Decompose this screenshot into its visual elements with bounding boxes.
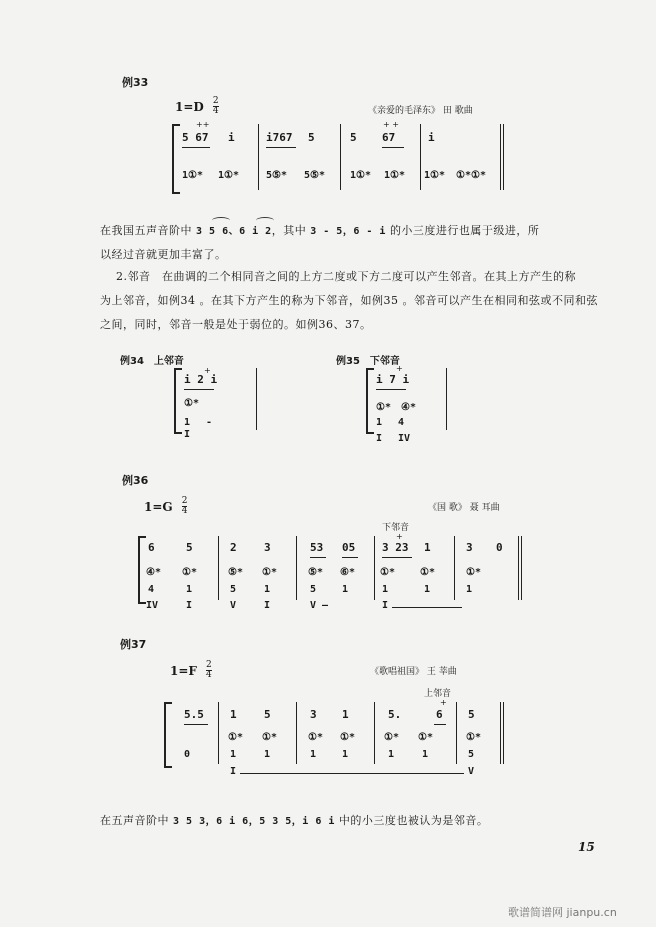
- key-signature: 1=F: [170, 664, 197, 678]
- roman-numeral: V: [230, 600, 237, 611]
- paragraph-2-line-3: 之间，同时，邻音一般是处于弱位的。如例36、37。: [100, 318, 372, 331]
- roman-numeral: V —: [310, 600, 329, 611]
- page-number: 15: [578, 840, 595, 854]
- note: 1: [230, 708, 237, 721]
- time-signature: $\frac{2}{4}$: [206, 660, 212, 680]
- note-group: 67: [382, 131, 396, 144]
- roman-numeral: I: [184, 429, 191, 440]
- bass: 1: [422, 749, 429, 760]
- watermark: 歌谱简谱网 jianpu.cn: [508, 906, 617, 919]
- bass: 1: [388, 749, 395, 760]
- note: 5.: [388, 708, 402, 721]
- note: 5: [308, 131, 315, 144]
- chord: 1①*: [424, 170, 446, 181]
- time-signature: $\frac{2}{4}$: [181, 496, 188, 516]
- note: 3: [310, 708, 317, 721]
- chord: 1①*: [182, 170, 204, 181]
- paragraph-1-line-2: 以经过音就更加丰富了。: [100, 248, 227, 261]
- note-group: 05: [342, 541, 356, 554]
- chord: ①*: [340, 732, 355, 743]
- note: 5: [468, 708, 475, 721]
- roman-numeral: I: [186, 600, 193, 611]
- example-33-label: 例33: [122, 76, 149, 89]
- chord: ①*: [308, 732, 323, 743]
- upper-neighbor-mark: 上邻音: [424, 689, 452, 699]
- example-37-key: [170, 660, 212, 680]
- chord: ④*: [146, 567, 161, 578]
- bass: 5: [310, 584, 317, 595]
- time-signature: $\frac{2}{4}$: [212, 96, 219, 116]
- bass: 1: [310, 749, 317, 760]
- note: 5: [350, 131, 357, 144]
- note-group: i 7 i: [376, 373, 410, 386]
- roman-numeral: I: [264, 600, 271, 611]
- note: 3: [466, 541, 473, 554]
- note: 1: [424, 541, 431, 554]
- example-36-key: [144, 496, 187, 516]
- chord: ①*: [262, 567, 277, 578]
- note: 3: [264, 541, 271, 554]
- chord: ①*: [262, 732, 277, 743]
- note: i: [428, 131, 435, 144]
- chord: 5⑤*: [266, 170, 288, 181]
- note: 5: [264, 708, 271, 721]
- bass: 1: [342, 749, 349, 760]
- example-37-source: 《歌唱祖国》 王 莘曲: [370, 667, 457, 677]
- bass: 1: [466, 584, 473, 595]
- chord: ⑥*: [340, 567, 355, 578]
- bass: 5: [468, 749, 475, 760]
- bass: 1: [230, 749, 237, 760]
- roman-numeral: V: [468, 766, 475, 777]
- note-group: 5.5: [184, 708, 204, 721]
- example-36-source: 《国 歌》 聂 耳曲: [428, 503, 500, 513]
- chord: ①*: [384, 732, 399, 743]
- bass: 0: [184, 749, 191, 760]
- bass: 1: [424, 584, 431, 595]
- note-group: 3 23: [382, 541, 409, 554]
- roman-numeral: I: [382, 600, 389, 611]
- chord: ①*: [466, 732, 481, 743]
- note: 0: [496, 541, 503, 554]
- example-33-key: [175, 96, 219, 116]
- chord: ①* ④*: [376, 402, 416, 413]
- note-group: 53: [310, 541, 324, 554]
- bass: 1: [186, 584, 193, 595]
- roman-numeral: I: [230, 766, 237, 777]
- chord: ①*: [184, 398, 199, 409]
- chord: ①*: [418, 732, 433, 743]
- paragraph-3: 在五声音阶中 3 5 3，6 i 6，5 3 5，i 6 i 中的小三度也被认为是邻音。: [100, 814, 489, 827]
- note: 5: [186, 541, 193, 554]
- note-group: i 2 i: [184, 373, 218, 386]
- lower-neighbor-mark: 下邻音: [382, 523, 410, 533]
- chord: 1①*: [384, 170, 406, 181]
- example-37-label: 例37: [120, 638, 147, 651]
- bass: 5: [230, 584, 237, 595]
- chord: 1①*: [218, 170, 240, 181]
- chord: ①*①*: [456, 170, 486, 181]
- bass: 1 -: [184, 417, 213, 428]
- note: 6: [148, 541, 155, 554]
- paragraph-1-line-1: 在我国五声音阶中 3 5 6、6 i 2，其中 3 - 5，6 - i 的小三度进行也属于级进，所: [100, 224, 540, 237]
- bass: 1 4: [376, 417, 405, 428]
- bass: 1: [264, 584, 271, 595]
- paragraph-2-line-2: 为上邻音，如例34 。在其下方产生的称为下邻音，如例35 。邻音可以产生在相同和弦或不同和弦: [100, 294, 598, 307]
- example-35-label: 例35 下邻音: [336, 356, 400, 367]
- key-signature: 1=G: [144, 500, 173, 514]
- note-group: 5 67: [182, 131, 209, 144]
- chord: ①*: [466, 567, 481, 578]
- chord: 5⑤*: [304, 170, 326, 181]
- note: 6: [436, 708, 443, 721]
- chord: ⑤*: [228, 567, 243, 578]
- note: 1: [342, 708, 349, 721]
- chord: ①*: [380, 567, 395, 578]
- roman-numeral: I IV: [376, 433, 411, 444]
- bass: 1: [342, 584, 349, 595]
- bass: 4: [148, 584, 155, 595]
- bass: 1: [264, 749, 271, 760]
- example-36-label: 例36: [122, 474, 149, 487]
- paragraph-2-line-1: 2.邻音 在曲调的二个相同音之间的上方二度或下方二度可以产生邻音。在其上方产生的称: [116, 270, 576, 283]
- note: 2: [230, 541, 237, 554]
- chord: ①*: [182, 567, 197, 578]
- example-33-source: 《亲爱的毛泽东》 田 歌曲: [368, 106, 473, 116]
- roman-numeral: IV: [146, 600, 159, 611]
- chord: ①*: [420, 567, 435, 578]
- chord: 1①*: [350, 170, 372, 181]
- note: i: [228, 131, 235, 144]
- example-34-label: 例34 上邻音: [120, 356, 184, 367]
- chord: ①*: [228, 732, 243, 743]
- chord: ⑤*: [308, 567, 323, 578]
- note-group: i767: [266, 131, 293, 144]
- bass: 1: [382, 584, 389, 595]
- key-signature: 1=D: [175, 100, 204, 114]
